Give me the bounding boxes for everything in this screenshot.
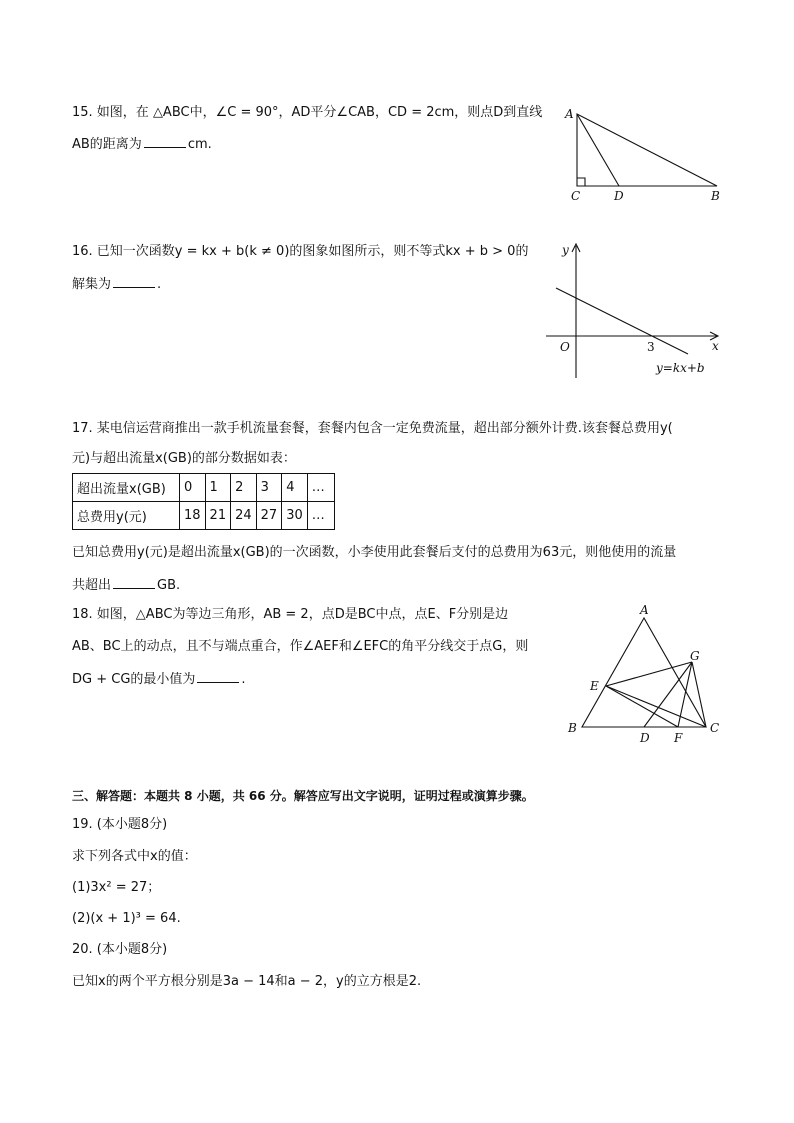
- x-axis-label: x: [712, 339, 719, 353]
- q18-line-3-text: DG + CG的最小值为: [72, 672, 196, 687]
- q20-title: 20. (本小题8分): [72, 942, 168, 957]
- table-cell: 27: [256, 502, 282, 530]
- q16-line-2-text: 解集为: [72, 277, 112, 292]
- q18-line-1: 18. 如图，△ABC为等边三角形，AB = 2，点D是BC中点，点E、F分别是边: [72, 607, 509, 622]
- q18-triangle-figure: [560, 600, 730, 745]
- q17-line-4: [72, 576, 180, 595]
- table-cell: 2: [231, 474, 257, 502]
- table-cell: 4: [282, 474, 308, 502]
- table-header-cell: 超出流量x(GB): [73, 474, 180, 502]
- label-a: A: [640, 603, 649, 617]
- label-b: B: [711, 189, 720, 203]
- q15-line-1: 15. 如图，在 △ABC中，∠C = 90°，AD平分∠CAB，CD = 2cm，则点D到直线: [72, 105, 543, 120]
- q19-part-1: (1)3x² = 27；: [72, 880, 161, 895]
- q19-title: 19. (本小题8分): [72, 817, 168, 832]
- q15-line-2-text: AB的距离为: [72, 137, 142, 152]
- segment-eg: [606, 662, 692, 686]
- table-row: [73, 474, 335, 502]
- answer-blank: [144, 135, 186, 148]
- q17-unit: GB.: [157, 578, 181, 593]
- table-row: [73, 502, 335, 530]
- label-d: D: [614, 189, 624, 203]
- segment-ef: [606, 686, 678, 727]
- q18-line-3: [72, 670, 246, 689]
- q19-prompt: 求下列各式中x的值：: [72, 849, 197, 864]
- table-cell: 3: [256, 474, 282, 502]
- q18-line-2: AB、BC上的动点，且不与端点重合，作∠AEF和∠EFC的角平分线交于点G，则: [72, 639, 529, 654]
- table-cell: 1: [205, 474, 231, 502]
- function-label: y=kx+b: [656, 361, 705, 375]
- segment-ec: [606, 686, 706, 727]
- label-a: A: [565, 107, 574, 121]
- q16-line-2: [72, 275, 161, 294]
- equilateral-triangle-abc: [582, 618, 706, 727]
- answer-blank: [113, 576, 155, 589]
- label-c: C: [710, 721, 720, 735]
- label-c: C: [571, 189, 581, 203]
- q17-line-3: 已知总费用y(元)是超出流量x(GB)的一次函数，小李使用此套餐后支付的总费用为63元，则他使用的流量: [72, 545, 677, 560]
- q16-period: .: [157, 277, 162, 292]
- label-b: B: [568, 721, 577, 735]
- label-g: G: [690, 649, 700, 663]
- label-f: F: [674, 731, 683, 745]
- q17-data-table: [72, 473, 335, 530]
- table-header-cell: 总费用y(元): [73, 502, 180, 530]
- label-e: E: [590, 679, 599, 693]
- q15-line-2: [72, 135, 212, 154]
- table-cell: 0: [180, 474, 206, 502]
- table-cell: 18: [180, 502, 206, 530]
- y-axis-label: y: [562, 243, 569, 257]
- q16-line-1: 16. 已知一次函数y = kx + b(k ≠ 0)的图象如图所示，则不等式kx + b > 0的: [72, 244, 529, 259]
- answer-blank: [113, 275, 155, 288]
- table-cell: 21: [205, 502, 231, 530]
- q16-linear-graph: [540, 238, 730, 383]
- q18-period: .: [241, 672, 246, 687]
- table-cell: 30: [282, 502, 308, 530]
- q15-unit: cm.: [187, 137, 212, 152]
- x-intercept-label: 3: [647, 340, 655, 354]
- q17-line-1: 17. 某电信运营商推出一款手机流量套餐，套餐内包含一定免费流量，超出部分额外计费.该套餐总费用y(: [72, 421, 673, 436]
- q19-part-2: (2)(x + 1)³ = 64.: [72, 911, 181, 926]
- table-cell: …: [307, 502, 334, 530]
- segment-cg: [692, 662, 706, 727]
- q20-prompt: 已知x的两个平方根分别是3a − 14和a − 2，y的立方根是2.: [72, 974, 422, 989]
- answer-blank: [197, 670, 239, 683]
- q17-line-4-text: 共超出: [72, 578, 112, 593]
- label-d: D: [640, 731, 650, 745]
- origin-label: O: [560, 340, 570, 354]
- table-cell: …: [307, 474, 334, 502]
- q15-triangle-figure: [555, 100, 730, 210]
- section-3-heading: 三、解答题：本题共 8 小题，共 66 分。解答应写出文字说明，证明过程或演算步骤。: [72, 789, 534, 803]
- table-cell: 24: [231, 502, 257, 530]
- q17-line-2: 元)与超出流量x(GB)的部分数据如表：: [72, 451, 296, 466]
- right-angle-mark: [577, 178, 585, 186]
